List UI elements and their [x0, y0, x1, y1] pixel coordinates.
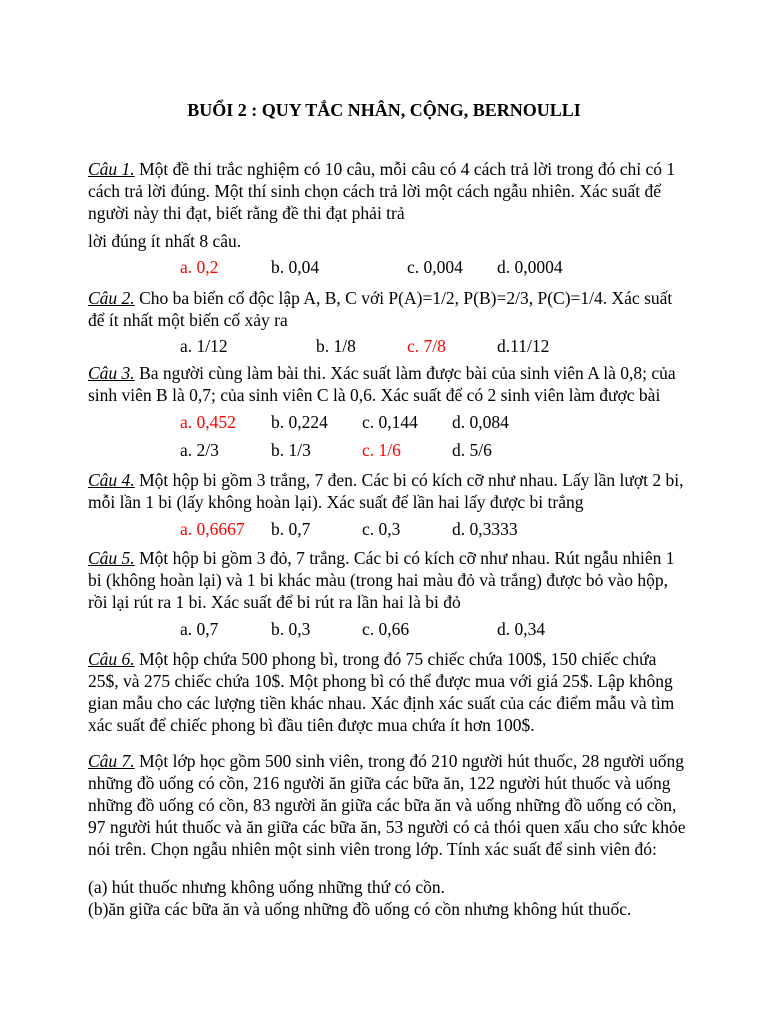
option-c: c. 0,66 [362, 619, 410, 639]
question-2 [88, 287, 688, 331]
option-a: a. 0,6667 [180, 519, 245, 539]
option-b: b. 0,3 [271, 619, 311, 639]
option-d: d. 5/6 [452, 440, 492, 460]
options-row [0, 336, 768, 358]
question-text: Một hộp bi gồm 3 trắng, 7 đen. Các bi có kích cỡ như nhau. Lấy lần lượt 2 bi, mỗi lần 1 bi (lấy không hoàn lại). Xác suất để lần hai lấy được bi trắng [88, 470, 684, 512]
option-c: c. 1/6 [362, 440, 401, 460]
question-text: Một đề thi trắc nghiệm có 10 câu, mỗi câu có 4 cách trả lời trong đó chỉ có 1 cách trả lời đúng. Một thí sinh chọn cách trả lời một cách ngẫu nhiên. Xác suất để người này thi đạt, biết rằng đề thi đạt phải trả [88, 159, 676, 223]
options-row [0, 412, 768, 434]
options-row [0, 619, 768, 641]
option-a: a. 0,452 [180, 412, 236, 432]
options-row [0, 440, 768, 462]
question-text: Một hộp bi gồm 3 đỏ, 7 trắng. Các bi có kích cỡ như nhau. Rút ngẫu nhiên 1 bi (không hoàn lại) và 1 bi khác màu (trong hai màu đỏ và trắng) được bỏ vào hộp, rồi lại rút ra 1 bi. Xác suất để bi rút ra lần hai là bi đỏ [88, 548, 675, 612]
option-d: d. 0,3333 [452, 519, 518, 539]
option-c: c. 0,144 [362, 412, 418, 432]
option-b: b. 1/8 [316, 336, 356, 356]
question-3 [88, 362, 688, 406]
option-b: b. 1/3 [271, 440, 311, 460]
sub-item-a: (a) hút thuốc nhưng không uống những thứ có cồn. [88, 877, 446, 897]
option-b: b. 0,224 [271, 412, 328, 432]
option-c: c. 0,3 [362, 519, 401, 539]
question-5 [88, 547, 688, 613]
option-a: a. 0,7 [180, 619, 219, 639]
option-d: d.11/12 [497, 336, 550, 356]
page-title: BUỔI 2 : QUY TẮC NHÂN, CỘNG, BERNOULLI [187, 100, 581, 120]
option-d: d. 0,084 [452, 412, 509, 432]
option-a: a. 0,2 [180, 257, 219, 277]
option-a: a. 1/12 [180, 336, 228, 356]
question-text: Ba người cùng làm bài thi. Xác suất làm được bài của sinh viên A là 0,8; của sinh viên B là 0,7; của sinh viên C là 0,6. Xác suất để có 2 sinh viên làm được bài [88, 363, 676, 405]
sub-item-b: (b)ăn giữa các bữa ăn và uống những đồ uống có cồn nhưng không hút thuốc. [88, 899, 632, 919]
question-6 [88, 648, 688, 736]
question-1 [88, 158, 688, 224]
question-label: Câu 1. [88, 159, 135, 179]
question-label: Câu 7. [88, 751, 135, 771]
question-7 [88, 750, 688, 860]
option-b: b. 0,04 [271, 257, 320, 277]
question-text: Một hộp chứa 500 phong bì, trong đó 75 chiếc chứa 100$, 150 chiếc chứa 25$, và 275 chiếc chứa 10$. Một phong bì có thể được mua với giá 25$. Lập không gian mẫu cho các lượng tiền khác nhau. Xác định xác suất của các điểm mẫu và tìm xác suất để chiếc phong bì đầu tiên được mua chứa ít hơn 100$. [88, 649, 675, 735]
option-d: d. 0,34 [497, 619, 546, 639]
question-label: Câu 4. [88, 470, 135, 490]
question-label: Câu 5. [88, 548, 135, 568]
options-row [0, 257, 768, 279]
question-label: Câu 2. [88, 288, 135, 308]
option-d: d. 0,0004 [497, 257, 563, 277]
options-row [0, 519, 768, 541]
option-a: a. 2/3 [180, 440, 219, 460]
question-label: Câu 3. [88, 363, 135, 383]
question-text: Một lớp học gồm 500 sinh viên, trong đó 210 người hút thuốc, 28 người uống những đồ uống có cồn, 216 người ăn giữa các bữa ăn, 122 người hút thuốc và uống những đồ uống có cồn, 83 người ăn giữa các bữa ăn và uống những đồ uống có cồn, 97 người hút thuốc và ăn giữa các bữa ăn, 53 người có cả thói quen xấu cho sức khỏe nói trên. Chọn ngẫu nhiên một sinh viên trong lớp. Tính xác suất để sinh viên đó: [88, 751, 686, 859]
question-1-continuation: lời đúng ít nhất 8 câu. [88, 231, 242, 251]
option-c: c. 0,004 [407, 257, 463, 277]
option-c: c. 7/8 [407, 336, 446, 356]
question-4 [88, 469, 688, 513]
question-text: Cho ba biến cố độc lập A, B, C với P(A)=1/2, P(B)=2/3, P(C)=1/4. Xác suất để ít nhất một biến cố xảy ra [88, 288, 673, 330]
question-label: Câu 6. [88, 649, 135, 669]
option-b: b. 0,7 [271, 519, 311, 539]
